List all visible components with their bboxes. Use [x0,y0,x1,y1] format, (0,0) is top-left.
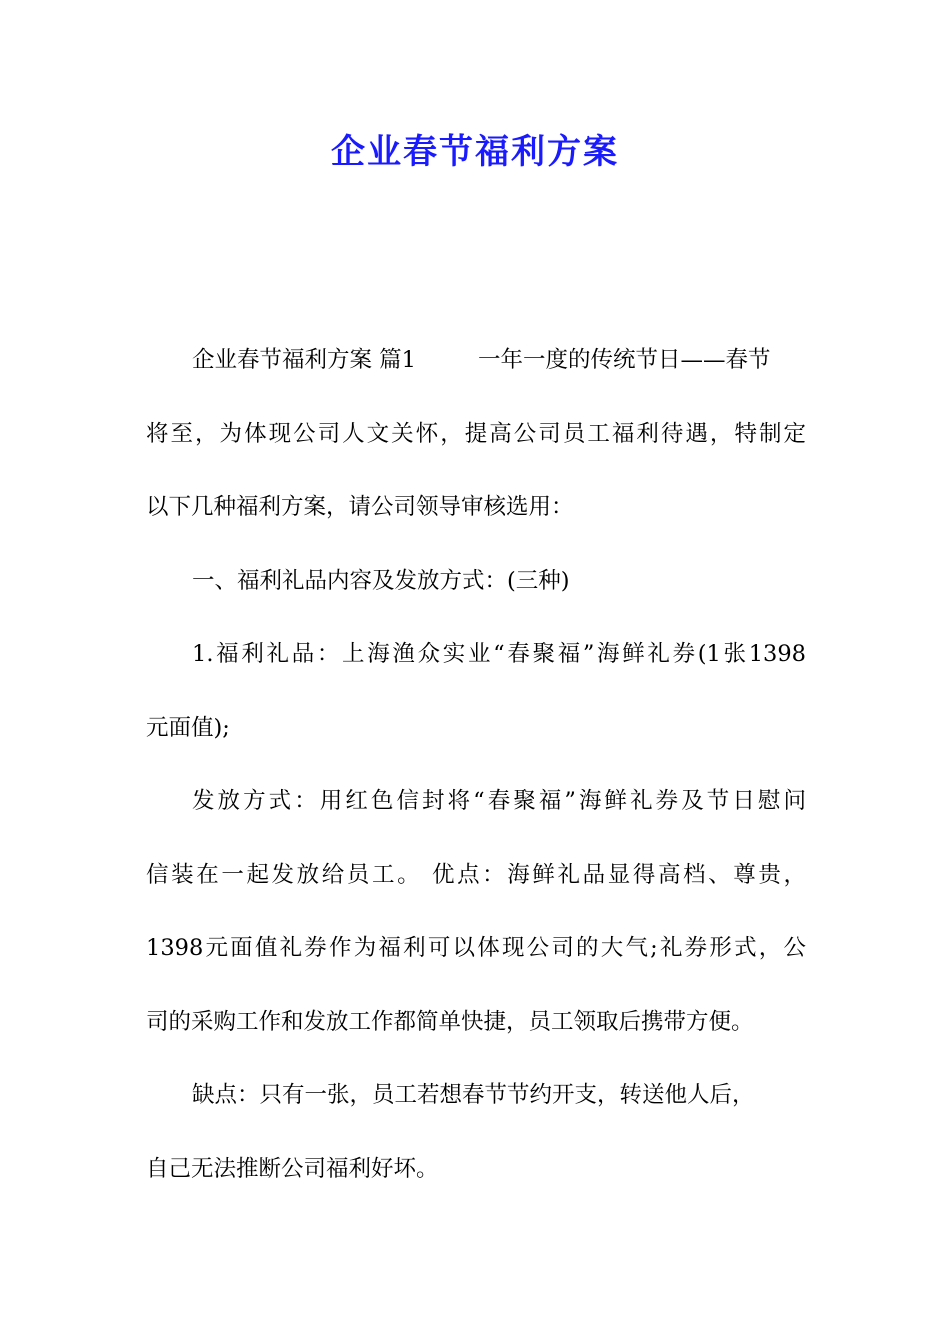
paragraph-line [146,336,806,410]
paragraph-text: 一年一度的传统节日——春节 [477,347,771,373]
paragraph-line: 信装在一起发放给员工。 优点：海鲜礼品显得高档、尊贵， [146,861,806,888]
paragraph-line: 一、福利礼品内容及发放方式：(三种) [192,567,570,594]
section-heading: 企业春节福利方案 篇1 [192,347,416,373]
paragraph-line: 自己无法推断公司福利好坏。 [146,1155,439,1182]
paragraph-line: 1398元面值礼券作为福利可以体现公司的大气;礼券形式，公 [146,935,806,961]
paragraph-line: 将至，为体现公司人文关怀，提高公司员工福利待遇，特制定 [146,420,806,447]
document-body [146,336,806,1218]
paragraph-line: 缺点：只有一张，员工若想春节节约开支，转送他人后， [192,1082,755,1108]
paragraph-line: 以下几种福利方案，请公司领导审核选用： [146,494,574,520]
paragraph-line: 1.福利礼品：上海渔众实业“春聚福”海鲜礼券(1张1398 [192,641,806,667]
paragraph-line: 元面值); [146,714,230,741]
document-title: 企业春节福利方案 [331,132,619,172]
paragraph-line: 司的采购工作和发放工作都简单快捷，员工领取后携带方便。 [146,1008,754,1035]
paragraph-line: 发放方式：用红色信封将“春聚福”海鲜礼券及节日慰问 [192,788,806,814]
